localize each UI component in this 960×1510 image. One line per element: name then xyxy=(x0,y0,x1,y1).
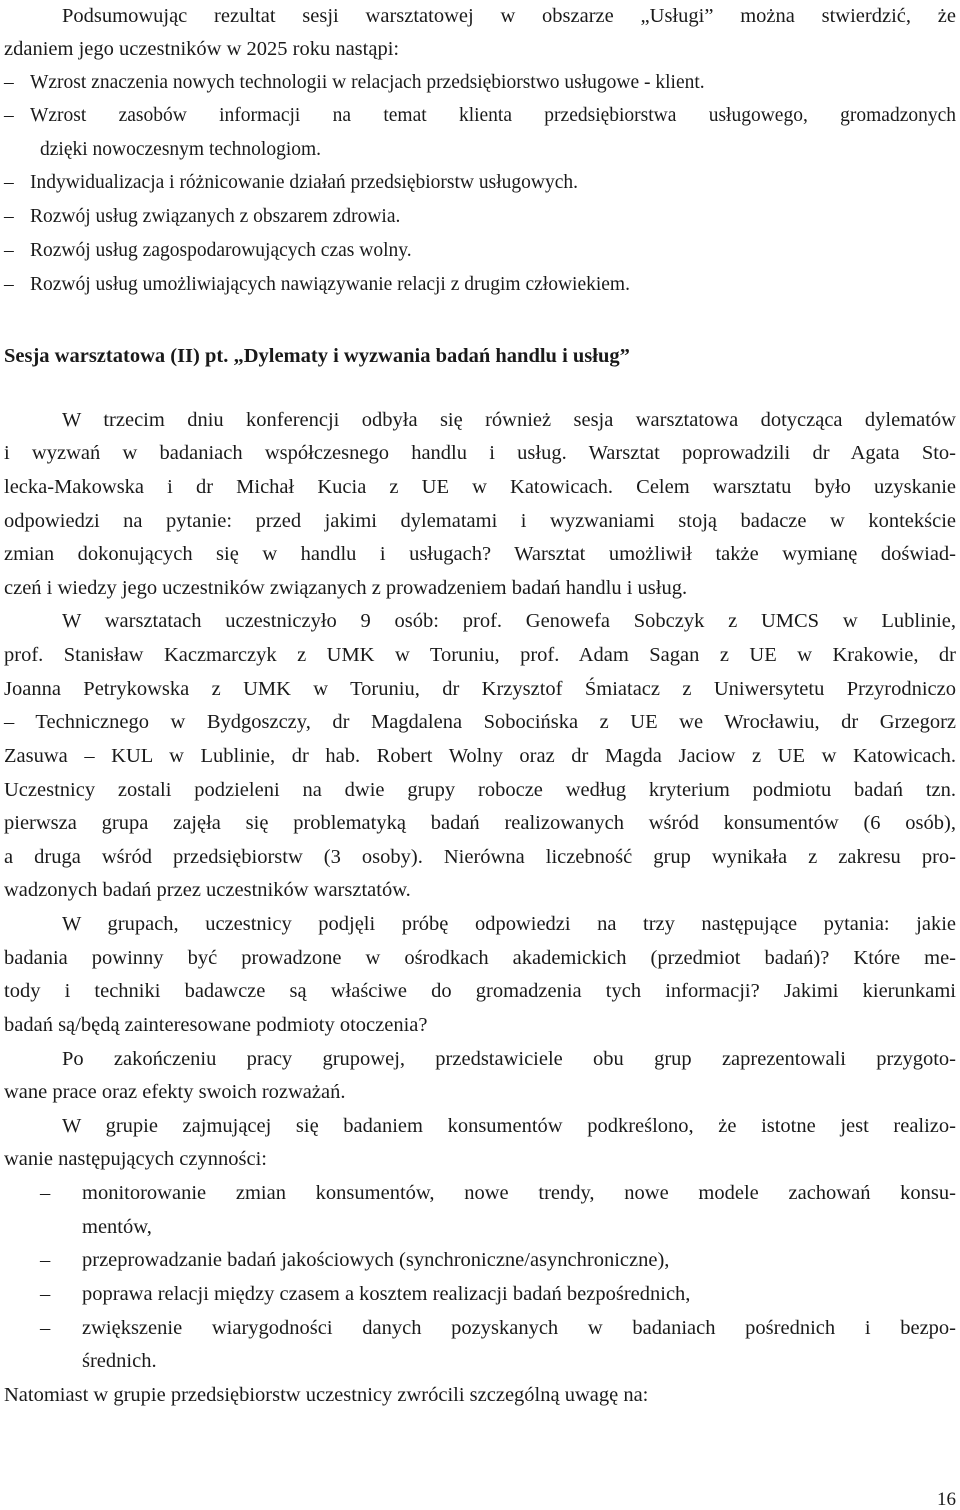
list-item-continuation: dzięki nowoczesnym technologiom. xyxy=(40,139,322,160)
intro-line: Podsumowując rezultat sesji warsztatowej w obszarze „Usługi” można stwierdzić, że xyxy=(62,5,956,27)
list-item: – Indywidualizacja i różnicowanie działań przedsiębiorstw usługowych. xyxy=(4,172,578,193)
list-item: – poprawa relacji między czasem a kosztem realizacji badań bezpośrednich, xyxy=(40,1283,691,1305)
body-line: a druga wśród przedsiębiorstw (3 osoby). Nierówna liczebność grup wynikała z zakresu pro- xyxy=(4,846,956,868)
list-item: – Wzrost znaczenia nowych technologii w relacjach przedsiębiorstwo usługowe - klient. xyxy=(4,72,705,93)
body-line: W grupach, uczestnicy podjęli próbę odpowiedzi na trzy następujące pytania: jakie xyxy=(62,913,956,935)
dash-bullet: – xyxy=(40,1182,51,1204)
dash-bullet: – xyxy=(4,206,14,227)
body-line: odpowiedzi na pytanie: przed jakimi dylematami i wyzwaniami stoją badacze w kontekście xyxy=(4,510,956,532)
dash-bullet: – xyxy=(40,1249,51,1271)
list-item: – monitorowanie zmian konsumentów, nowe trendy, nowe modele zachowań konsu- xyxy=(40,1182,956,1204)
body-line: – Technicznego w Bydgoszczy, dr Magdalena Sobocińska z UE we Wrocławiu, dr Grzegorz xyxy=(4,711,956,733)
dash-bullet: – xyxy=(4,72,14,93)
list-item: – zwiększenie wiarygodności danych pozyskanych w badaniach pośrednich i bezpo- xyxy=(40,1317,956,1339)
body-line: wanie następujących czynności: xyxy=(4,1148,267,1170)
body-line: Po zakończeniu pracy grupowej, przedstawiciele obu grup zaprezentowali przygoto- xyxy=(62,1048,956,1070)
body-line: Joanna Petrykowska z UMK w Toruniu, dr Krzysztof Śmiatacz z Uniwersytetu Przyrodniczo xyxy=(4,678,956,700)
body-line: badań są/będą zainteresowane podmioty otoczenia? xyxy=(4,1014,428,1036)
dash-bullet: – xyxy=(4,240,14,261)
body-line: prof. Stanisław Kaczmarczyk z UMK w Toruniu, prof. Adam Sagan z UE w Krakowie, dr xyxy=(4,644,956,666)
body-line: Zasuwa – KUL w Lublinie, dr hab. Robert Wolny oraz dr Magda Jaciow z UE w Katowicach. xyxy=(4,745,956,767)
page-number: 16 xyxy=(937,1489,956,1510)
body-line: Uczestnicy zostali podzieleni na dwie grupy robocze według kryterium podmiotu badań tzn. xyxy=(4,779,956,801)
list-item: – Rozwój usług zagospodarowujących czas wolny. xyxy=(4,240,412,261)
closing-line: Natomiast w grupie przedsiębiorstw uczestnicy zwrócili szczególną uwagę na: xyxy=(4,1384,649,1406)
intro-line: zdaniem jego uczestników w 2025 roku nastąpi: xyxy=(4,38,400,60)
section-heading: Sesja warsztatowa (II) pt. „Dylematy i wyzwania badań handlu i usług” xyxy=(4,345,630,367)
body-line: badania powinny być prowadzone w ośrodkach akademickich (przedmiot badań)? Które me- xyxy=(4,947,956,969)
dash-bullet: – xyxy=(4,105,14,126)
body-line: i wyzwań w badaniach współczesnego handlu i usług. Warsztat poprowadzili dr Agata Sto- xyxy=(4,442,956,464)
body-line: czeń i wiedzy jego uczestników związanych z prowadzeniem badań handlu i usług. xyxy=(4,577,688,599)
dash-bullet: – xyxy=(40,1317,51,1339)
body-line: wadzonych badań przez uczestników warsztatów. xyxy=(4,879,411,901)
body-line: lecka-Makowska i dr Michał Kucia z UE w Katowicach. Celem warsztatu było uzyskanie xyxy=(4,476,956,498)
body-line: W warsztatach uczestniczyło 9 osób: prof. Genowefa Sobczyk z UMCS w Lublinie, xyxy=(62,610,956,632)
body-line: pierwsza grupa zajęła się problematyką badań realizowanych wśród konsumentów (6 osób), xyxy=(4,812,956,834)
body-line: W trzecim dniu konferencji odbyła się również sesja warsztatowa dotycząca dylematów xyxy=(62,409,956,431)
dash-bullet: – xyxy=(4,172,14,193)
list-item: – przeprowadzanie badań jakościowych (synchroniczne/asynchroniczne), xyxy=(40,1249,670,1271)
list-item-continuation: mentów, xyxy=(82,1216,152,1238)
list-item: – Rozwój usług związanych z obszarem zdrowia. xyxy=(4,206,401,227)
body-line: zmian dokonujących się w handlu i usługach? Warsztat umożliwił także wymianę doświad- xyxy=(4,543,956,565)
body-line: W grupie zajmującej się badaniem konsumentów podkreślono, że istotne jest realizo- xyxy=(62,1115,956,1137)
body-line: wane prace oraz efekty swoich rozważań. xyxy=(4,1081,346,1103)
list-item: – Wzrost zasobów informacji na temat klienta przedsiębiorstwa usługowego, gromadzonych xyxy=(4,105,956,126)
body-line: tody i techniki badawcze są właściwe do gromadzenia tych informacji? Jakimi kierunkami xyxy=(4,980,956,1002)
dash-bullet: – xyxy=(4,274,14,295)
dash-bullet: – xyxy=(40,1283,51,1305)
list-item: – Rozwój usług umożliwiających nawiązywanie relacji z drugim człowiekiem. xyxy=(4,274,630,295)
list-item-continuation: średnich. xyxy=(82,1350,157,1372)
